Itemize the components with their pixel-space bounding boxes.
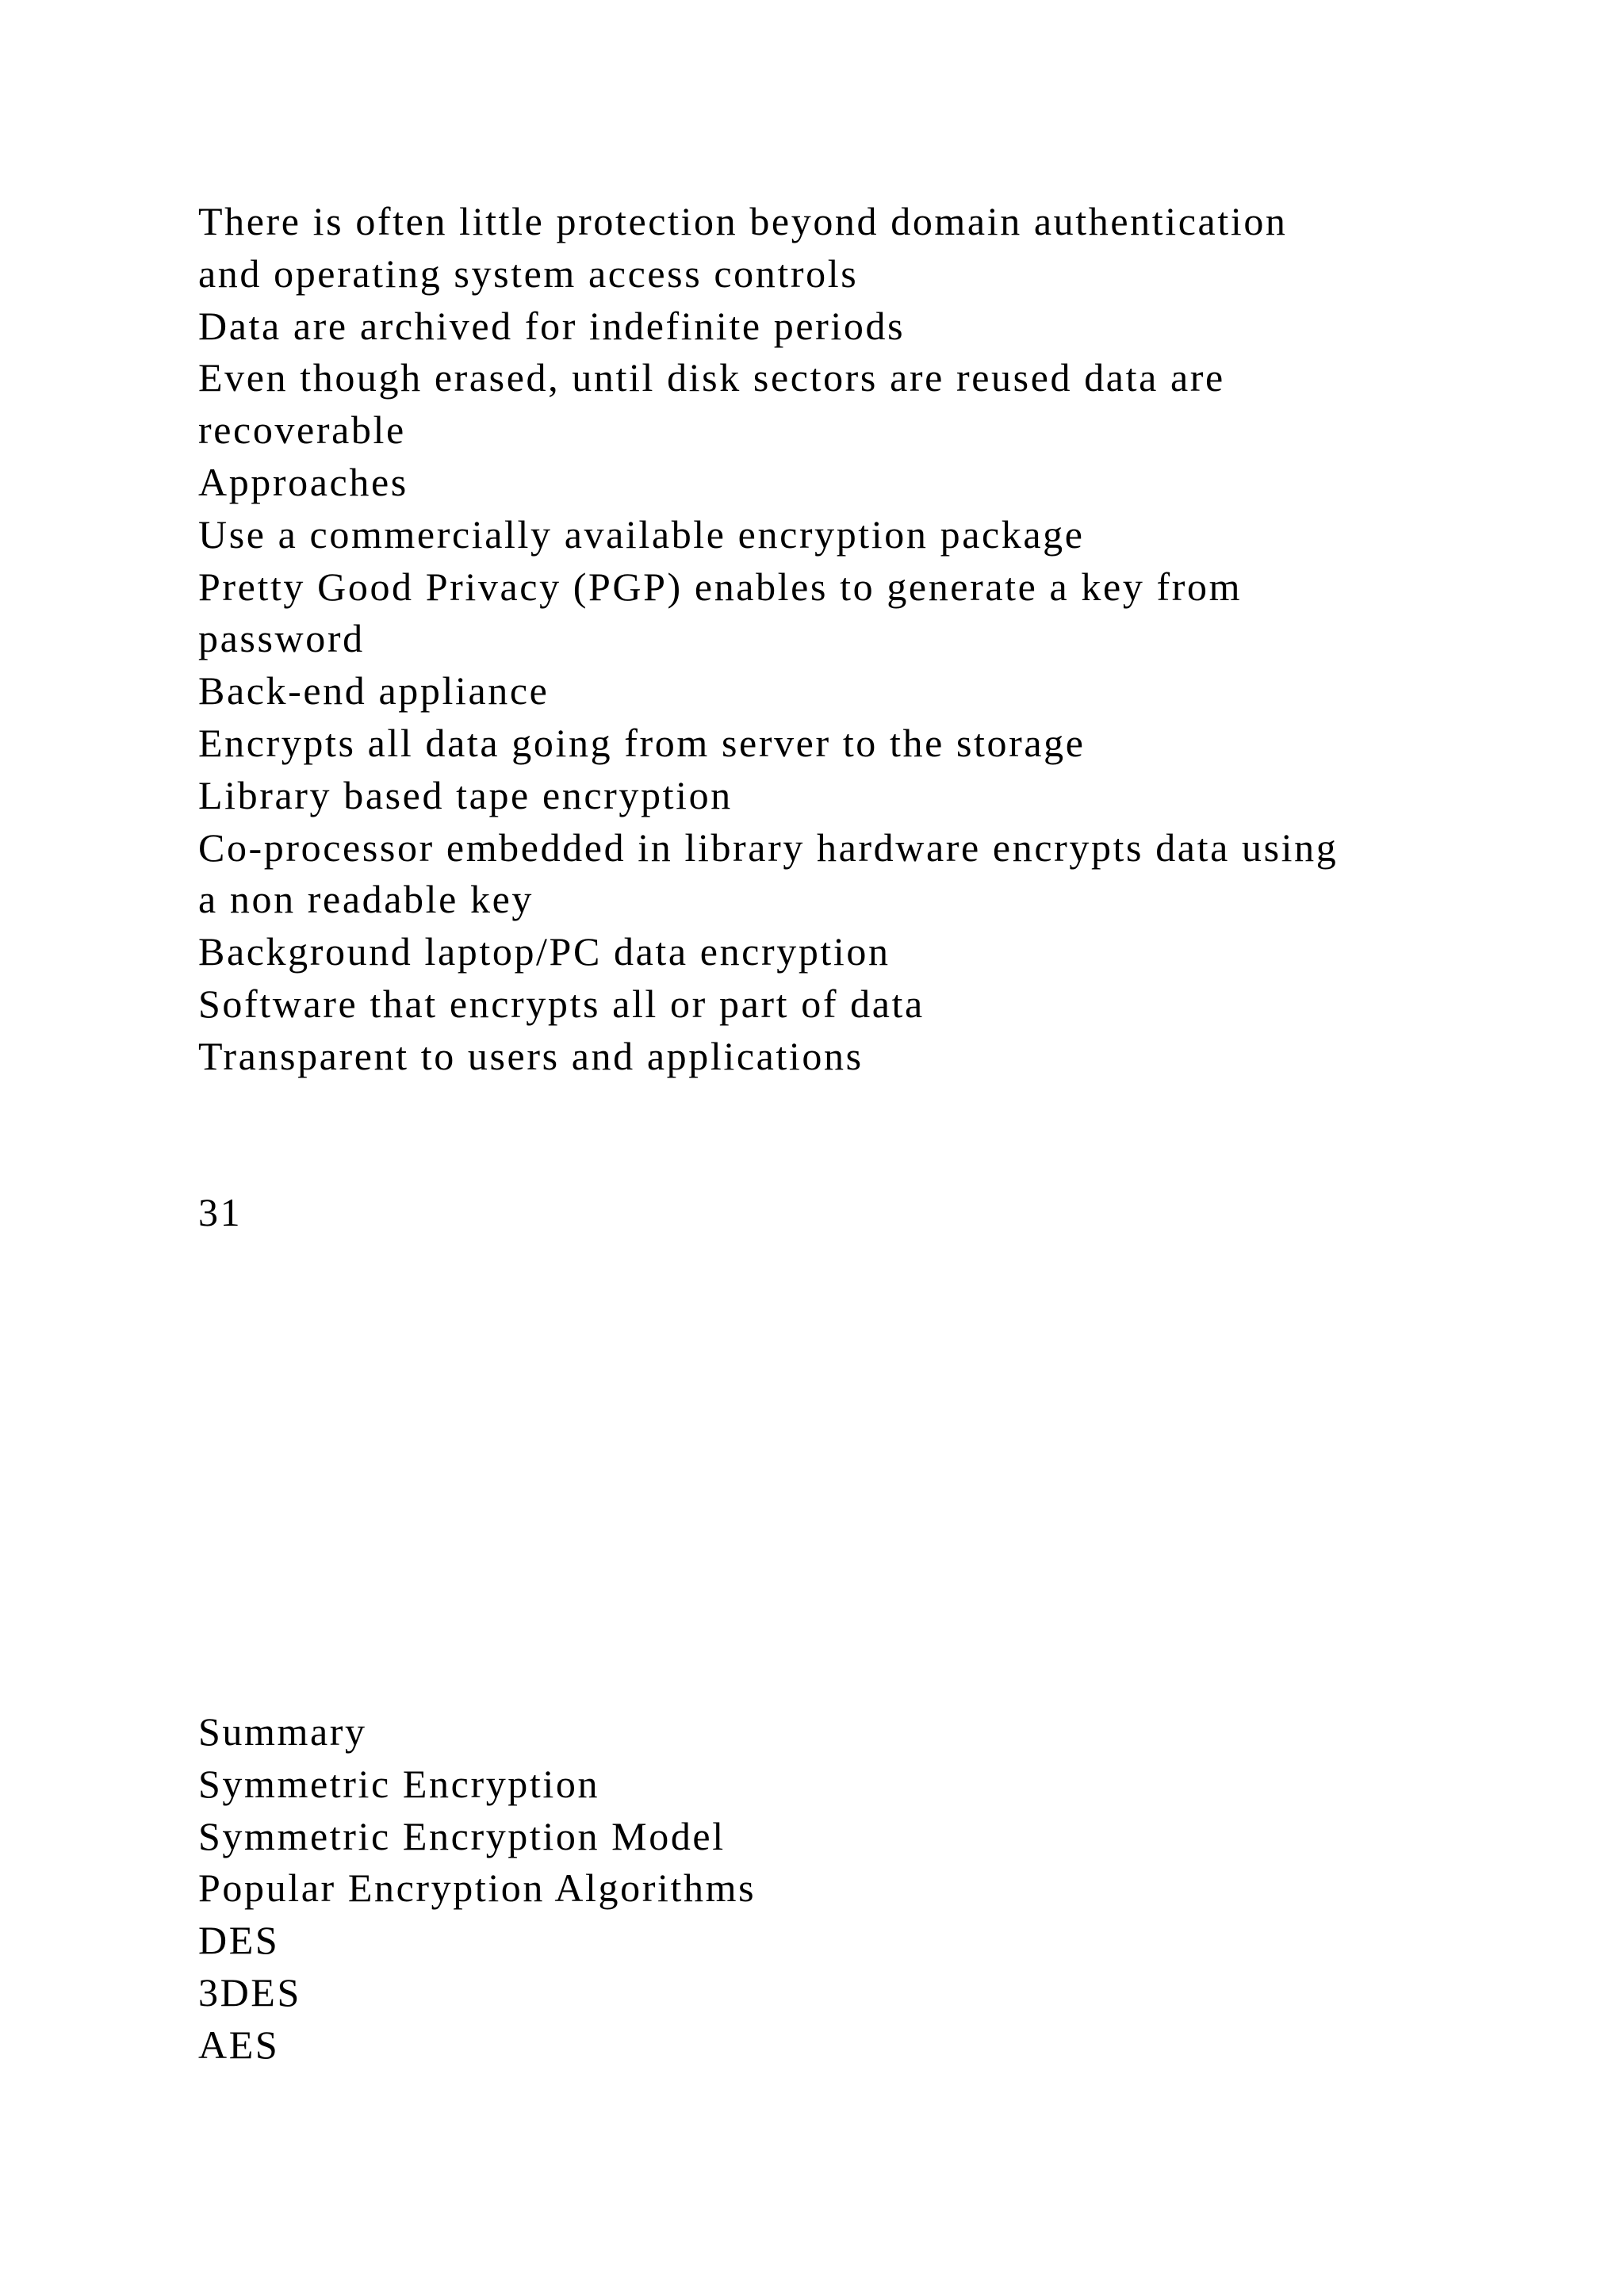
summary-item: Symmetric Encryption Model [198, 1813, 726, 1858]
text-line: Co-processor embedded in library hardware encrypts data using [198, 825, 1339, 870]
text-line: There is often little protection beyond domain authentication [198, 199, 1288, 243]
summary-item: AES [198, 2022, 280, 2067]
page-number: 31 [198, 1190, 243, 1234]
summary-item: DES [198, 1918, 280, 1963]
text-line: Back-end appliance [198, 668, 550, 714]
text-line: and operating system access controls [198, 251, 859, 296]
text-line: Approaches [198, 459, 408, 504]
text-line: Library based tape encryption [198, 772, 733, 817]
text-line: a non readable key [198, 877, 534, 922]
page-number-block [198, 1187, 1499, 1239]
text-line: Transparent to users and applications [198, 1033, 864, 1078]
summary-heading: Summary [198, 1709, 367, 1754]
summary-item: Popular Encryption Algorithms [198, 1866, 756, 1911]
text-line: recoverable [198, 408, 406, 453]
text-line: Data are archived for indefinite periods [198, 303, 906, 348]
summary-item: 3DES [198, 1969, 301, 2015]
summary-item: Symmetric Encryption [198, 1761, 600, 1806]
text-line: Software that encrypts all or part of data [198, 981, 925, 1026]
summary-block [198, 1706, 1499, 2072]
text-line: Background laptop/PC data encryption [198, 929, 891, 974]
text-line: Pretty Good Privacy (PGP) enables to generate a key from [198, 564, 1243, 609]
body-text-block [198, 196, 1499, 1083]
text-line: password [198, 616, 365, 661]
text-line: Use a commercially available encryption package [198, 511, 1085, 557]
text-line: Encrypts all data going from server to the storage [198, 720, 1086, 765]
text-line: Even though erased, until disk sectors are reused data are [198, 355, 1225, 400]
